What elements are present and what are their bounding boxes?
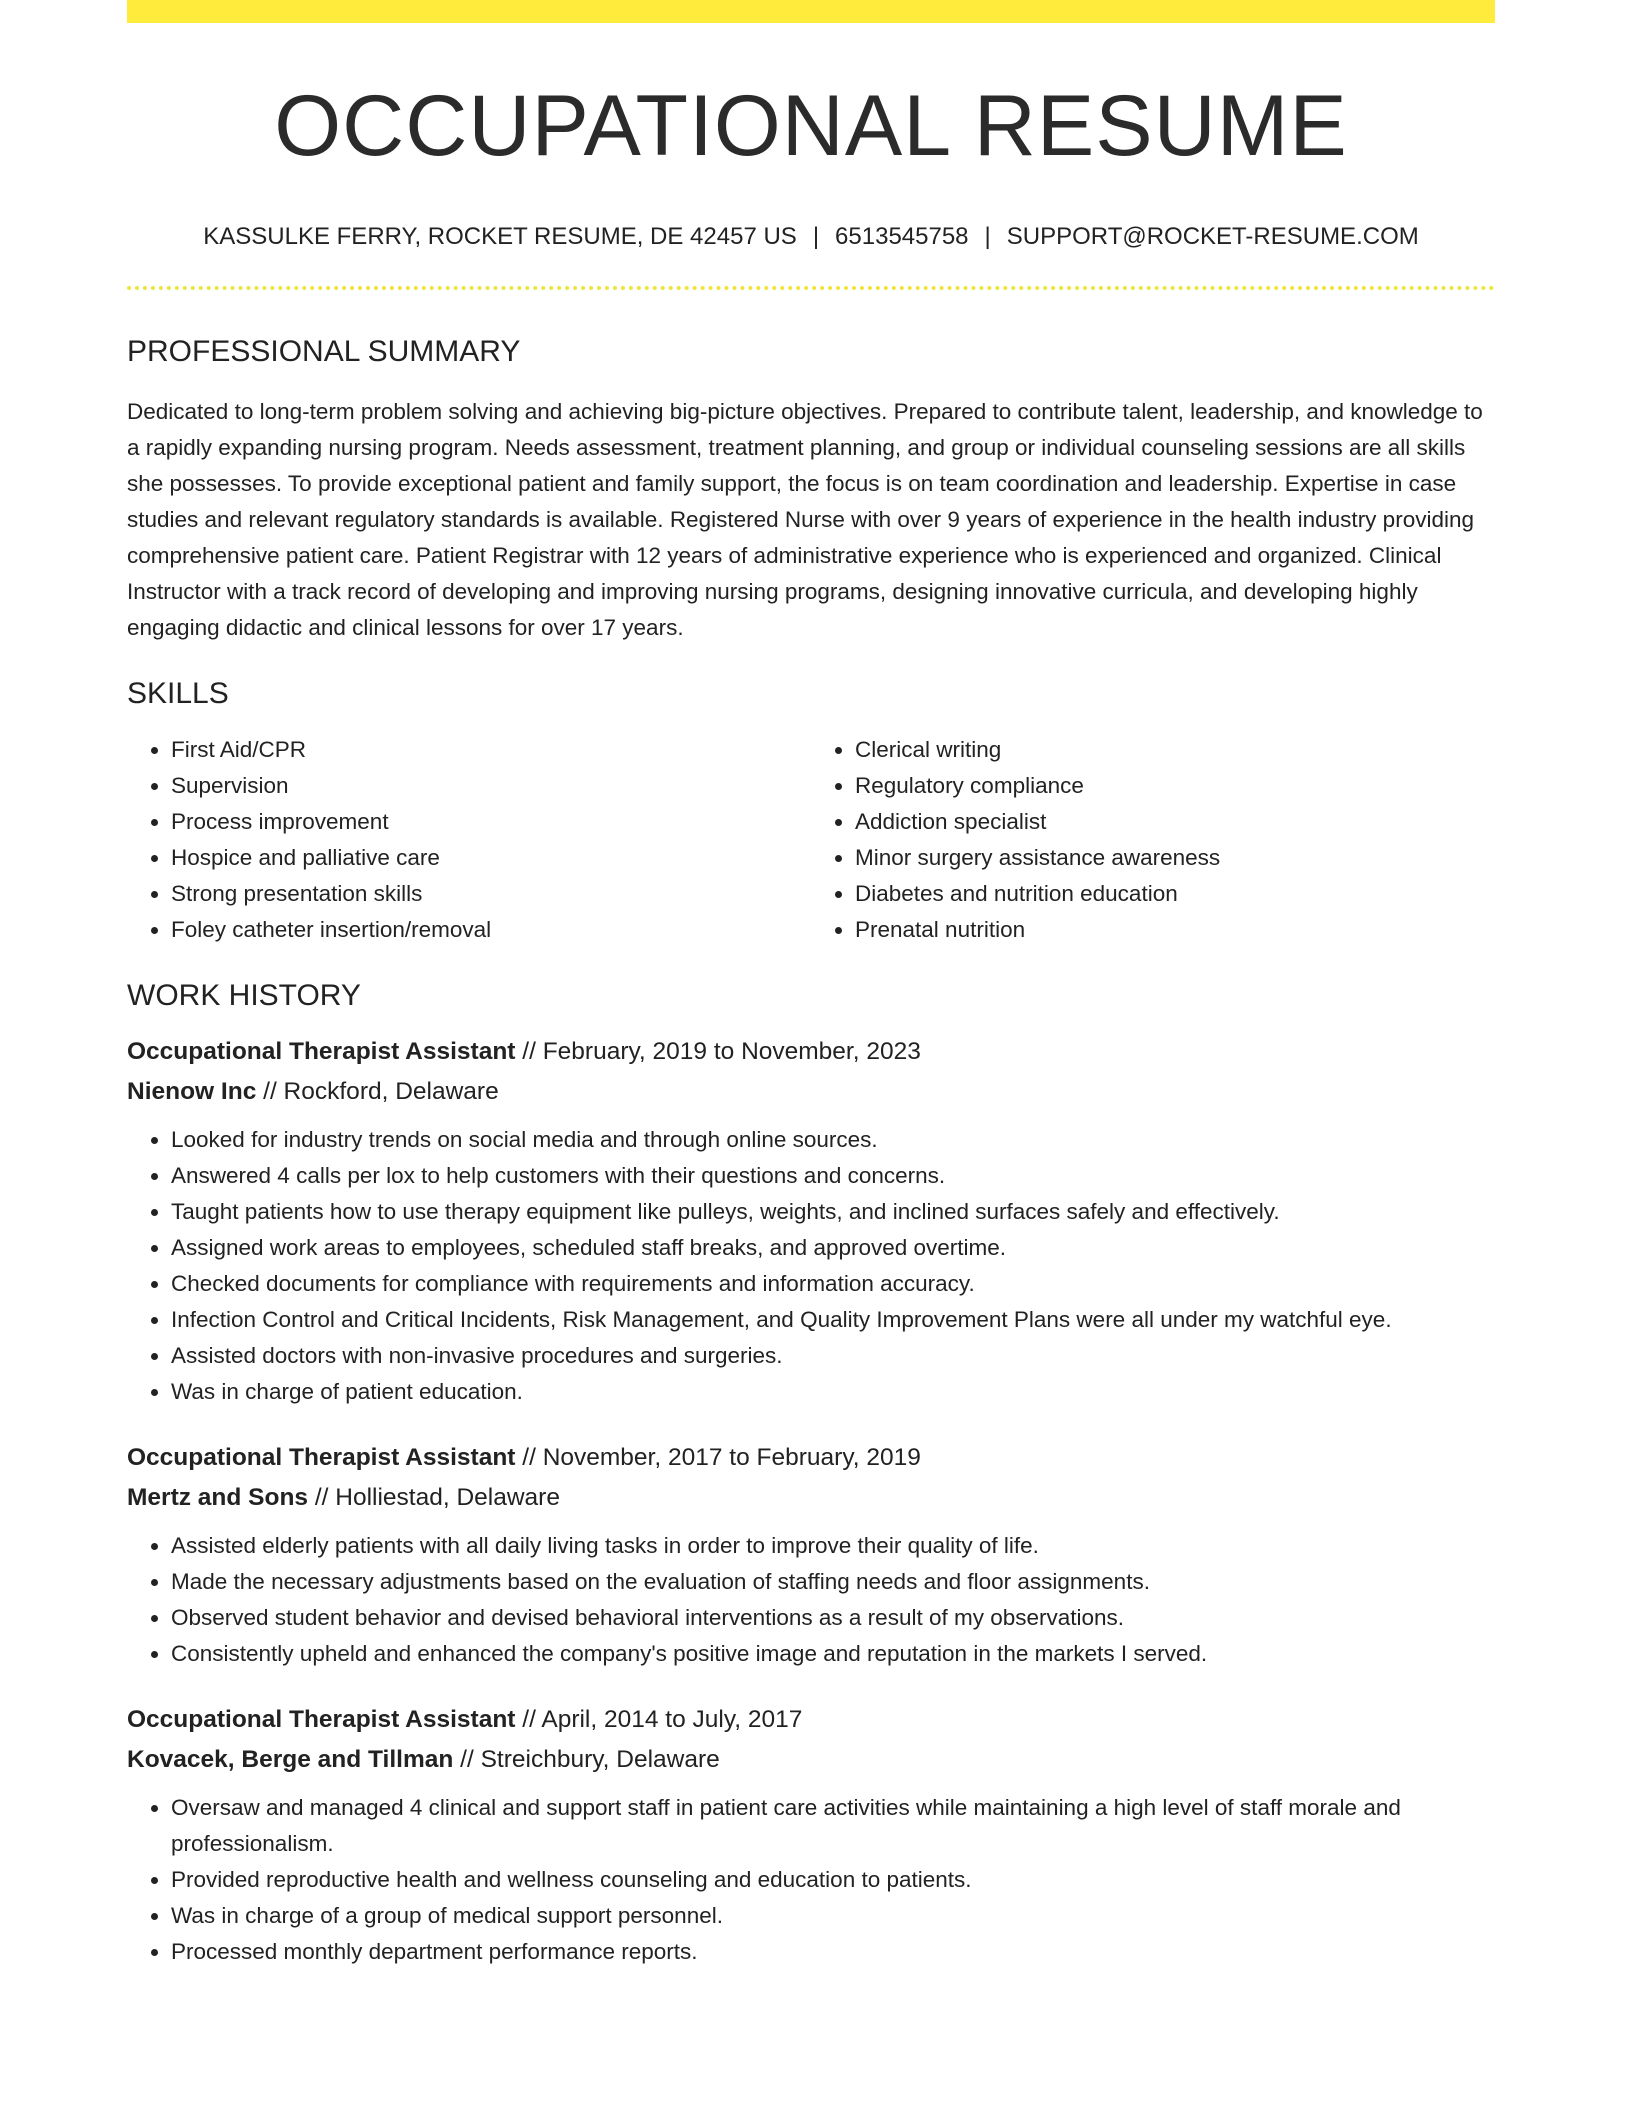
job-bullet: • Was in charge of a group of medical support personnel. [171,1898,1495,1934]
job-entry [127,1700,1495,1970]
skill-item: • Minor surgery assistance awareness [855,840,1495,876]
job-bullet: • Answered 4 calls per lox to help customers with their questions and concerns. [171,1158,1495,1194]
skill-item: • Diabetes and nutrition education [855,876,1495,912]
skill-item: • Foley catheter insertion/removal [171,912,811,948]
job-bullets [127,1790,1495,1970]
job-location: // Rockford, Delaware [263,1077,499,1105]
job-bullet: • Assigned work areas to employees, scheduled staff breaks, and approved overtime. [171,1230,1495,1266]
job-bullet: • Taught patients how to use therapy equipment like pulleys, weights, and inclined surfaces safely and effectively. [171,1194,1495,1230]
skill-item: • Prenatal nutrition [855,912,1495,948]
job-bullets [127,1528,1495,1672]
job-company-line [127,1072,1495,1112]
job-bullet: • Consistently upheld and enhanced the company's positive image and reputation in the markets I served. [171,1636,1495,1672]
skill-item: • Regulatory compliance [855,768,1495,804]
skills-heading: SKILLS [127,676,229,710]
work-history-list [127,1032,1495,1970]
contact-email: SUPPORT@ROCKET-RESUME.COM [1006,223,1419,250]
job-company: Nienow Inc [127,1077,257,1105]
job-title-line [127,1032,1495,1072]
work-history-heading: WORK HISTORY [127,978,361,1012]
job-bullet: • Provided reproductive health and wellness counseling and education to patients. [171,1862,1495,1898]
contact-address: KASSULKE FERRY, ROCKET RESUME, DE 42457 US [203,223,797,250]
job-bullet: • Processed monthly department performance reports. [171,1934,1495,1970]
job-bullet: • Assisted elderly patients with all daily living tasks in order to improve their quality of life. [171,1528,1495,1564]
job-entry [127,1438,1495,1672]
job-entry [127,1032,1495,1410]
job-title-line [127,1438,1495,1478]
job-company-line [127,1740,1495,1780]
skill-item: • Process improvement [171,804,811,840]
resume-title: OCCUPATIONAL RESUME [274,78,1348,174]
job-bullet: • Assisted doctors with non-invasive procedures and surgeries. [171,1338,1495,1374]
job-bullet: • Looked for industry trends on social media and through online sources. [171,1122,1495,1158]
skills-list-left [127,732,811,948]
skill-item: • Clerical writing [855,732,1495,768]
skills-list-right [811,732,1495,948]
job-bullet: • Observed student behavior and devised behavioral interventions as a result of my observations. [171,1600,1495,1636]
job-location: // Streichbury, Delaware [460,1745,720,1773]
dotted-divider [127,286,1495,290]
job-bullet: • Oversaw and managed 4 clinical and support staff in patient care activities while maintaining a high level of staff morale and professionalism. [171,1790,1495,1862]
job-dates: // February, 2019 to November, 2023 [522,1037,921,1065]
skill-item: • Hospice and palliative care [171,840,811,876]
skill-item: • Supervision [171,768,811,804]
job-bullet: • Was in charge of patient education. [171,1374,1495,1410]
job-location: // Holliestad, Delaware [314,1483,560,1511]
accent-bar [127,0,1495,23]
job-dates: // April, 2014 to July, 2017 [522,1705,803,1733]
job-title-line [127,1700,1495,1740]
job-title: Occupational Therapist Assistant [127,1705,516,1733]
job-company-line [127,1478,1495,1518]
skill-item: • First Aid/CPR [171,732,811,768]
contact-separator: | [812,223,820,250]
contact-phone: 6513545758 [835,223,969,250]
job-bullet: • Made the necessary adjustments based on the evaluation of staffing needs and floor assignments. [171,1564,1495,1600]
skill-item: • Strong presentation skills [171,876,811,912]
job-bullet: • Checked documents for compliance with requirements and information accuracy. [171,1266,1495,1302]
job-bullet: • Infection Control and Critical Incidents, Risk Management, and Quality Improvement Plans were all under my watchful eye. [171,1302,1495,1338]
summary-heading: PROFESSIONAL SUMMARY [127,334,521,368]
job-dates: // November, 2017 to February, 2019 [522,1443,921,1471]
job-title: Occupational Therapist Assistant [127,1443,516,1471]
job-company: Mertz and Sons [127,1483,309,1511]
resume-page [127,0,1495,1970]
skill-item: • Addiction specialist [855,804,1495,840]
contact-line [127,223,1495,252]
job-title: Occupational Therapist Assistant [127,1037,516,1065]
contact-separator: | [984,223,991,250]
job-company: Kovacek, Berge and Tillman [127,1745,454,1773]
skills-columns [127,732,1495,948]
job-bullets [127,1122,1495,1410]
summary-text: Dedicated to long-term problem solving and achieving big-picture objectives. Prepared to contribute talent, leadership, and knowledge to a rapidly expanding nursing program. Needs assessment, treatment planning, and group or individual counseling sessions are all skills she possesses. To provide exceptional patient and family support, the focus is on team coordination and leadership. Expertise in case studies and relevant regulatory standards is available. Registered Nurse with over 9 years of experience in the health industry providing comprehensive patient care. Patient Registrar with 12 years of administrative experience who is experienced and organized. Clinical Instructor with a track record of developing and improving nursing programs, designing innovative curricula, and developing highly engaging didactic and clinical lessons for over 17 years. [127,398,1483,640]
